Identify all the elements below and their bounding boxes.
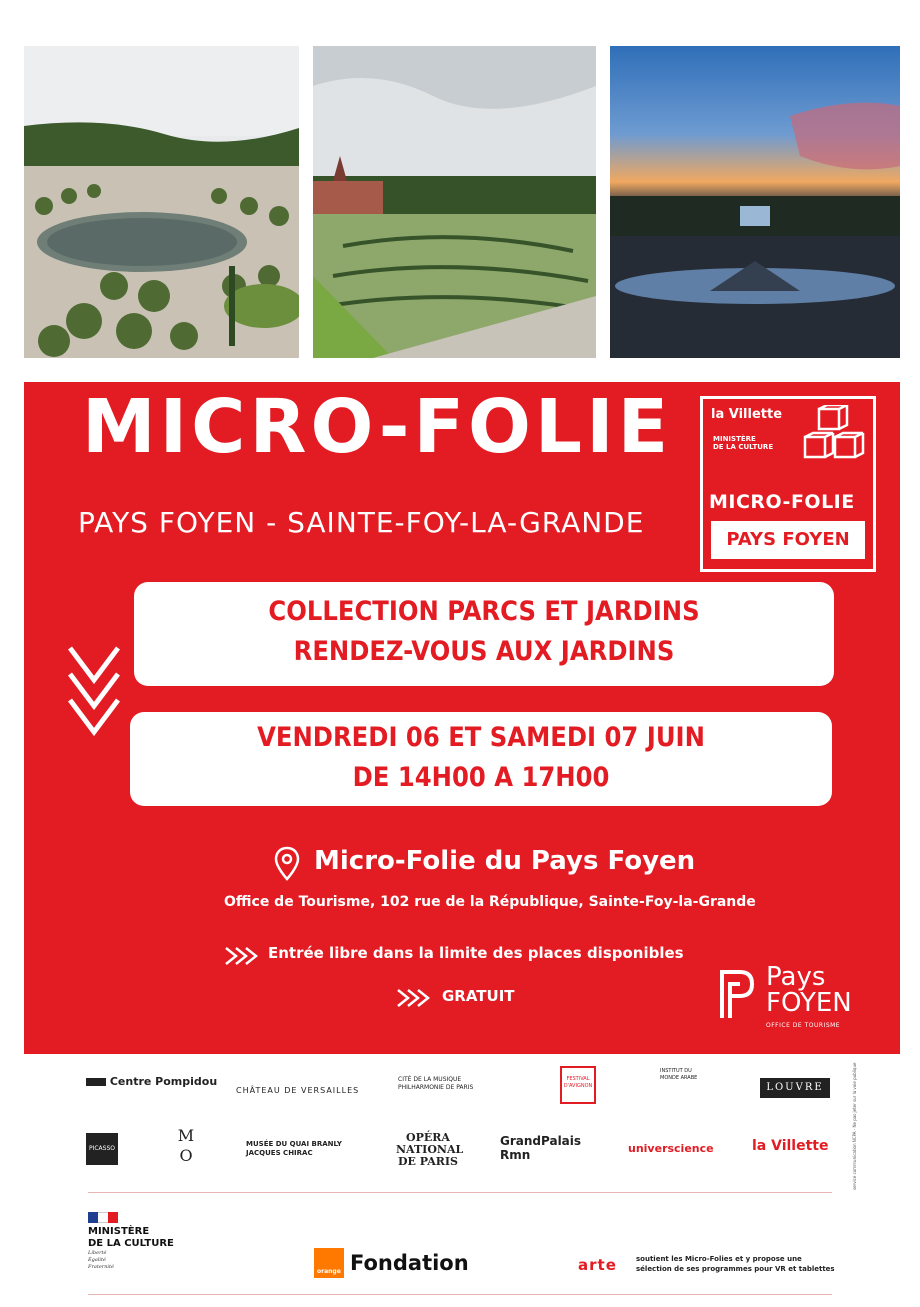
divider [88, 1192, 832, 1193]
collection-line-2: RENDEZ-VOUS AUX JARDINS [293, 636, 675, 667]
side-legal-note: service communication NCPA - Ne pas jeter sur la voie publique [852, 1062, 857, 1190]
micro-folie-logo [700, 396, 876, 572]
logo-villette-text: la Villette [711, 407, 783, 422]
partner-musee-orsay: M O [177, 1126, 195, 1165]
arte-text: soutient les Micro-Folies et y propose une sélection de ses programmes pour VR et tablettes [636, 1255, 835, 1273]
double-chevron-right-icon [224, 946, 260, 966]
schedule-date: VENDREDI 06 ET SAMEDI 07 JUIN [257, 722, 705, 753]
pays-foyen-logo-text: Pays FOYEN [766, 962, 852, 1018]
event-panel [24, 382, 900, 1054]
page-subtitle: PAYS FOYEN - SAINTE-FOY-LA-GRANDE [78, 506, 645, 539]
arte-logo: arte [578, 1256, 617, 1274]
partner-quai-branly: MUSÉE DU QUAI BRANLY JACQUES CHIRAC [246, 1140, 342, 1157]
double-chevron-right-icon [396, 988, 432, 1008]
divider [88, 1294, 832, 1295]
entry-info: Entrée libre dans la limite des places disponibles [268, 944, 684, 962]
ministry-culture-logo: MINISTÈRE DE LA CULTURE Liberté Égalité Fraternité [88, 1212, 174, 1271]
collection-line-1: COLLECTION PARCS ET JARDINS [268, 596, 700, 627]
collection-box [134, 582, 834, 686]
partner-festival-avignon: FESTIVAL D'AVIGNON [560, 1066, 596, 1104]
pays-foyen-logo-mark [718, 968, 756, 1020]
chevron-down-icon [66, 644, 122, 756]
page-title: MICRO-FOLIE [82, 384, 673, 470]
partner-universcience: universcience [628, 1142, 714, 1155]
location-pin-icon [274, 846, 300, 882]
fondation-label: Fondation [350, 1251, 469, 1275]
photo-chateau-parterre [313, 46, 596, 358]
venue-address: Office de Tourisme, 102 rue de la République, Sainte-Foy-la-Grande [224, 894, 756, 910]
partner-picasso: PICASSO [86, 1133, 118, 1165]
partner-grand-palais: GrandPalais Rmn [500, 1134, 582, 1162]
partner-centre-pompidou: Centre Pompidou [86, 1075, 217, 1088]
partner-chateau-versailles: CHÂTEAU DE VERSAILLES [236, 1086, 360, 1095]
logo-brand-text: MICRO-FOLIE [709, 491, 855, 513]
partner-la-villette: la Villette [752, 1138, 829, 1154]
logo-ministry-text: MINISTÈRE DE LA CULTURE [713, 435, 774, 451]
cubes-icon [801, 405, 871, 473]
french-flag-icon [88, 1212, 118, 1223]
venue-name: Micro-Folie du Pays Foyen [314, 846, 696, 876]
partner-philharmonie: CITÉ DE LA MUSIQUE PHILHARMONIE DE PARIS [398, 1076, 474, 1091]
partner-louvre: LOUVRE [760, 1078, 830, 1098]
orange-logo: orange [314, 1248, 344, 1278]
photo-sunset-fountain [610, 46, 900, 358]
logo-place-text: PAYS FOYEN [711, 521, 865, 559]
partner-institut-monde-arabe: INSTITUT DU MONDE ARABE [660, 1068, 698, 1081]
schedule-box [130, 712, 832, 806]
photo-orangerie-garden [24, 46, 299, 358]
price-info: GRATUIT [442, 987, 515, 1005]
schedule-time: DE 14H00 A 17H00 [352, 762, 610, 793]
partner-opera-paris: OPÉRA NATIONAL DE PARIS [396, 1131, 464, 1168]
pays-foyen-logo-tagline: OFFICE DE TOURISME [766, 1022, 841, 1029]
